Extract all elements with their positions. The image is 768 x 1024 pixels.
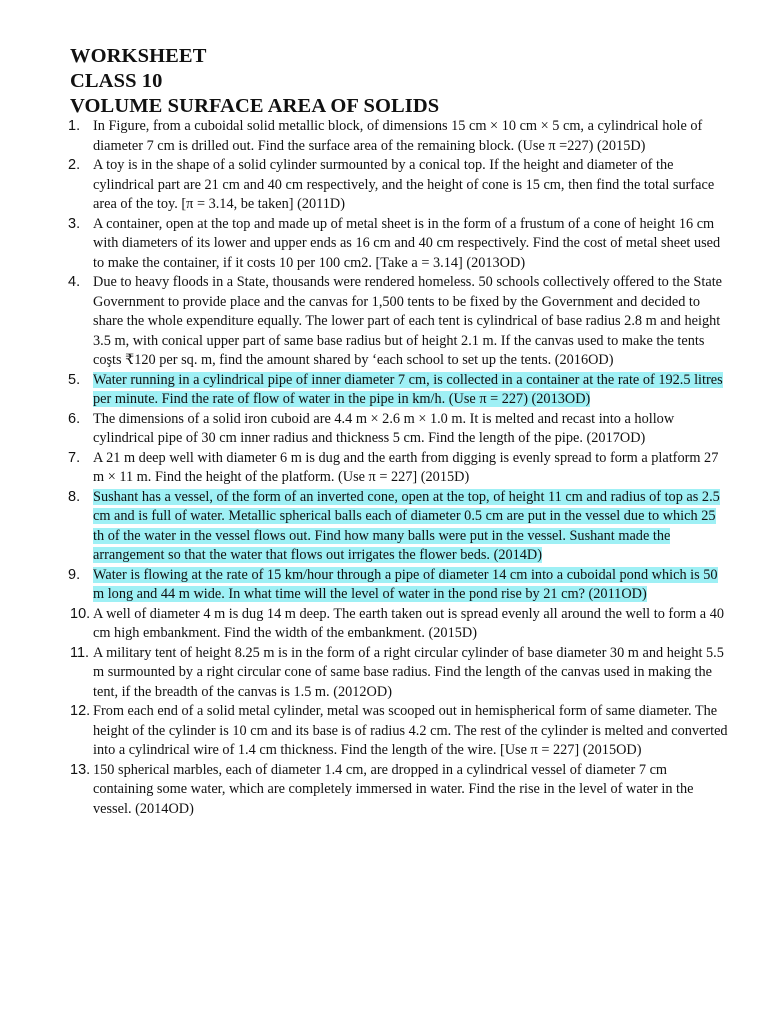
question-item [0,644,768,703]
question-number: 10. [70,605,91,622]
class-label: CLASS 10 [70,70,163,92]
question-list [0,117,768,819]
question-item-highlighted [0,371,768,410]
question-item [0,215,768,274]
question-number: 8. [68,488,81,505]
question-number: 2. [68,157,81,173]
question-item [0,410,768,449]
question-text: The dimensions of a solid iron cuboid are 4.4 m × 2.6 m × 1.0 m. It is melted and recast into a hollow cylindrical pipe of 30 cm inner radius and thickness 5 cm. Find the length of the pipe. (2017OD) [93,410,675,446]
question-text: A well of diameter 4 m is dug 14 m deep. The earth taken out is spread evenly all around the well to form a 40 cm high embankment. Find the width of the embankment. (2015D) [93,605,725,641]
question-number: 9. [68,566,81,583]
question-number: 7. [68,449,81,466]
question-text: In Figure, from a cuboidal solid metallic block, of dimensions 15 cm × 10 cm × 5 cm, a cylindrical hole of diameter 7 cm is drilled out. Find the surface area of the remaining block. (Use π =227) (2015D) [93,118,703,154]
question-text: A military tent of height 8.25 m is in the form of a right circular cylinder of base diameter 30 m and height 5.5 m surmounted by a right circular cone of same base radius. Find the length of the canvas used in making the tent, if the breadth of the canvas is 1.5 m. (2012OD) [93,644,724,700]
question-item [0,156,768,215]
question-item-highlighted [0,488,768,566]
question-text: A 21 m deep well with diameter 6 m is dug and the earth from digging is evenly spread to form a platform 27 m × 11 m. Find the height of the platform. (Use π = 227] (2015D) [93,449,719,485]
question-number: 13. [70,761,91,778]
question-text: A toy is in the shape of a solid cylinder surmounted by a conical top. If the height and diameter of the cylindrical part are 21 cm and 40 cm respectively, and the height of cone is 15 cm, then find the total surface area of the toy. [π = 3.14, be taken] (2011D) [93,157,715,212]
question-item [0,273,768,371]
question-number: 3. [68,215,81,232]
question-item [0,117,768,156]
question-item [0,761,768,820]
question-number: 5. [68,371,81,388]
question-text: Water is flowing at the rate of 15 km/hour through a pipe of diameter 14 cm into a cuboidal pond which is 50 m long and 44 m wide. In what time will the level of water in the pond rise by 21 cm? (2011OD) [93,566,718,602]
question-number: 12. [70,703,91,719]
topic-title: VOLUME SURFACE AREA OF SOLIDS [70,95,440,117]
question-text: A container, open at the top and made up of metal sheet is in the form of a frustum of a cone of height 16 cm with diameters of its lower and upper ends as 16 cm and 40 cm respectively. Find the cost of metal sheet used to make the container, if it costs 10 per 100 cm2. [Take a = 3.14] (2013OD) [93,215,721,271]
question-item-highlighted [0,566,768,605]
question-number: 4. [68,274,81,290]
worksheet-heading [70,44,439,119]
question-number: 1. [68,118,81,134]
question-number: 11. [70,644,90,661]
question-text: Due to heavy floods in a State, thousands were rendered homeless. 50 schools collectively offered to the State Government to provide place and the canvas for 1,500 tents to be fixed by the Government and decided to share the whole expenditure equally. The lower part of each tent is cylindrical of base radius 2.8 m and height 3.5 m, with conical upper part of same base radius but of height 2.1 m. If the canvas used to make the tents coşts ₹120 per sq. m, find the amount shared by ‘each school to set up the tents. (2016OD) [93,274,723,368]
question-text: From each end of a solid metal cylinder, metal was scooped out in hemispherical form of same diameter. The height of the cylinder is 10 cm and its base is of radius 4.2 cm. The rest of the cylinder is melted and converted into a cylindrical wire of 1.4 cm thickness. Find the length of the wire. [Use π = 227] (2015OD) [93,703,728,758]
question-text: Sushant has a vessel, of the form of an inverted cone, open at the top, of height 11 cm and radius of top as 2.5 cm and is full of water. Metallic spherical balls each of diameter 0.5 cm are put in the vessel due to which 25 th of the water in the vessel flows out. Find how many balls were put in the vessel. Sushant made the arrangement so that the water that flows out irrigates the flower beds. (2014D) [93,488,720,563]
question-text: Water running in a cylindrical pipe of inner diameter 7 cm, is collected in a container at the rate of 192.5 litres per minute. Find the rate of flow of water in the pipe in km/h. (Use π = 227) (2013OD) [93,371,723,407]
question-item [0,605,768,644]
question-number: 6. [68,410,81,427]
question-item [0,449,768,488]
question-item [0,702,768,761]
worksheet-title: WORKSHEET [70,45,207,67]
question-text: 150 spherical marbles, each of diameter 1.4 cm, are dropped in a cylindrical vessel of diameter 7 cm containing some water, which are completely immersed in water. Find the rise in the level of water in the vessel. (2014OD) [93,761,694,817]
